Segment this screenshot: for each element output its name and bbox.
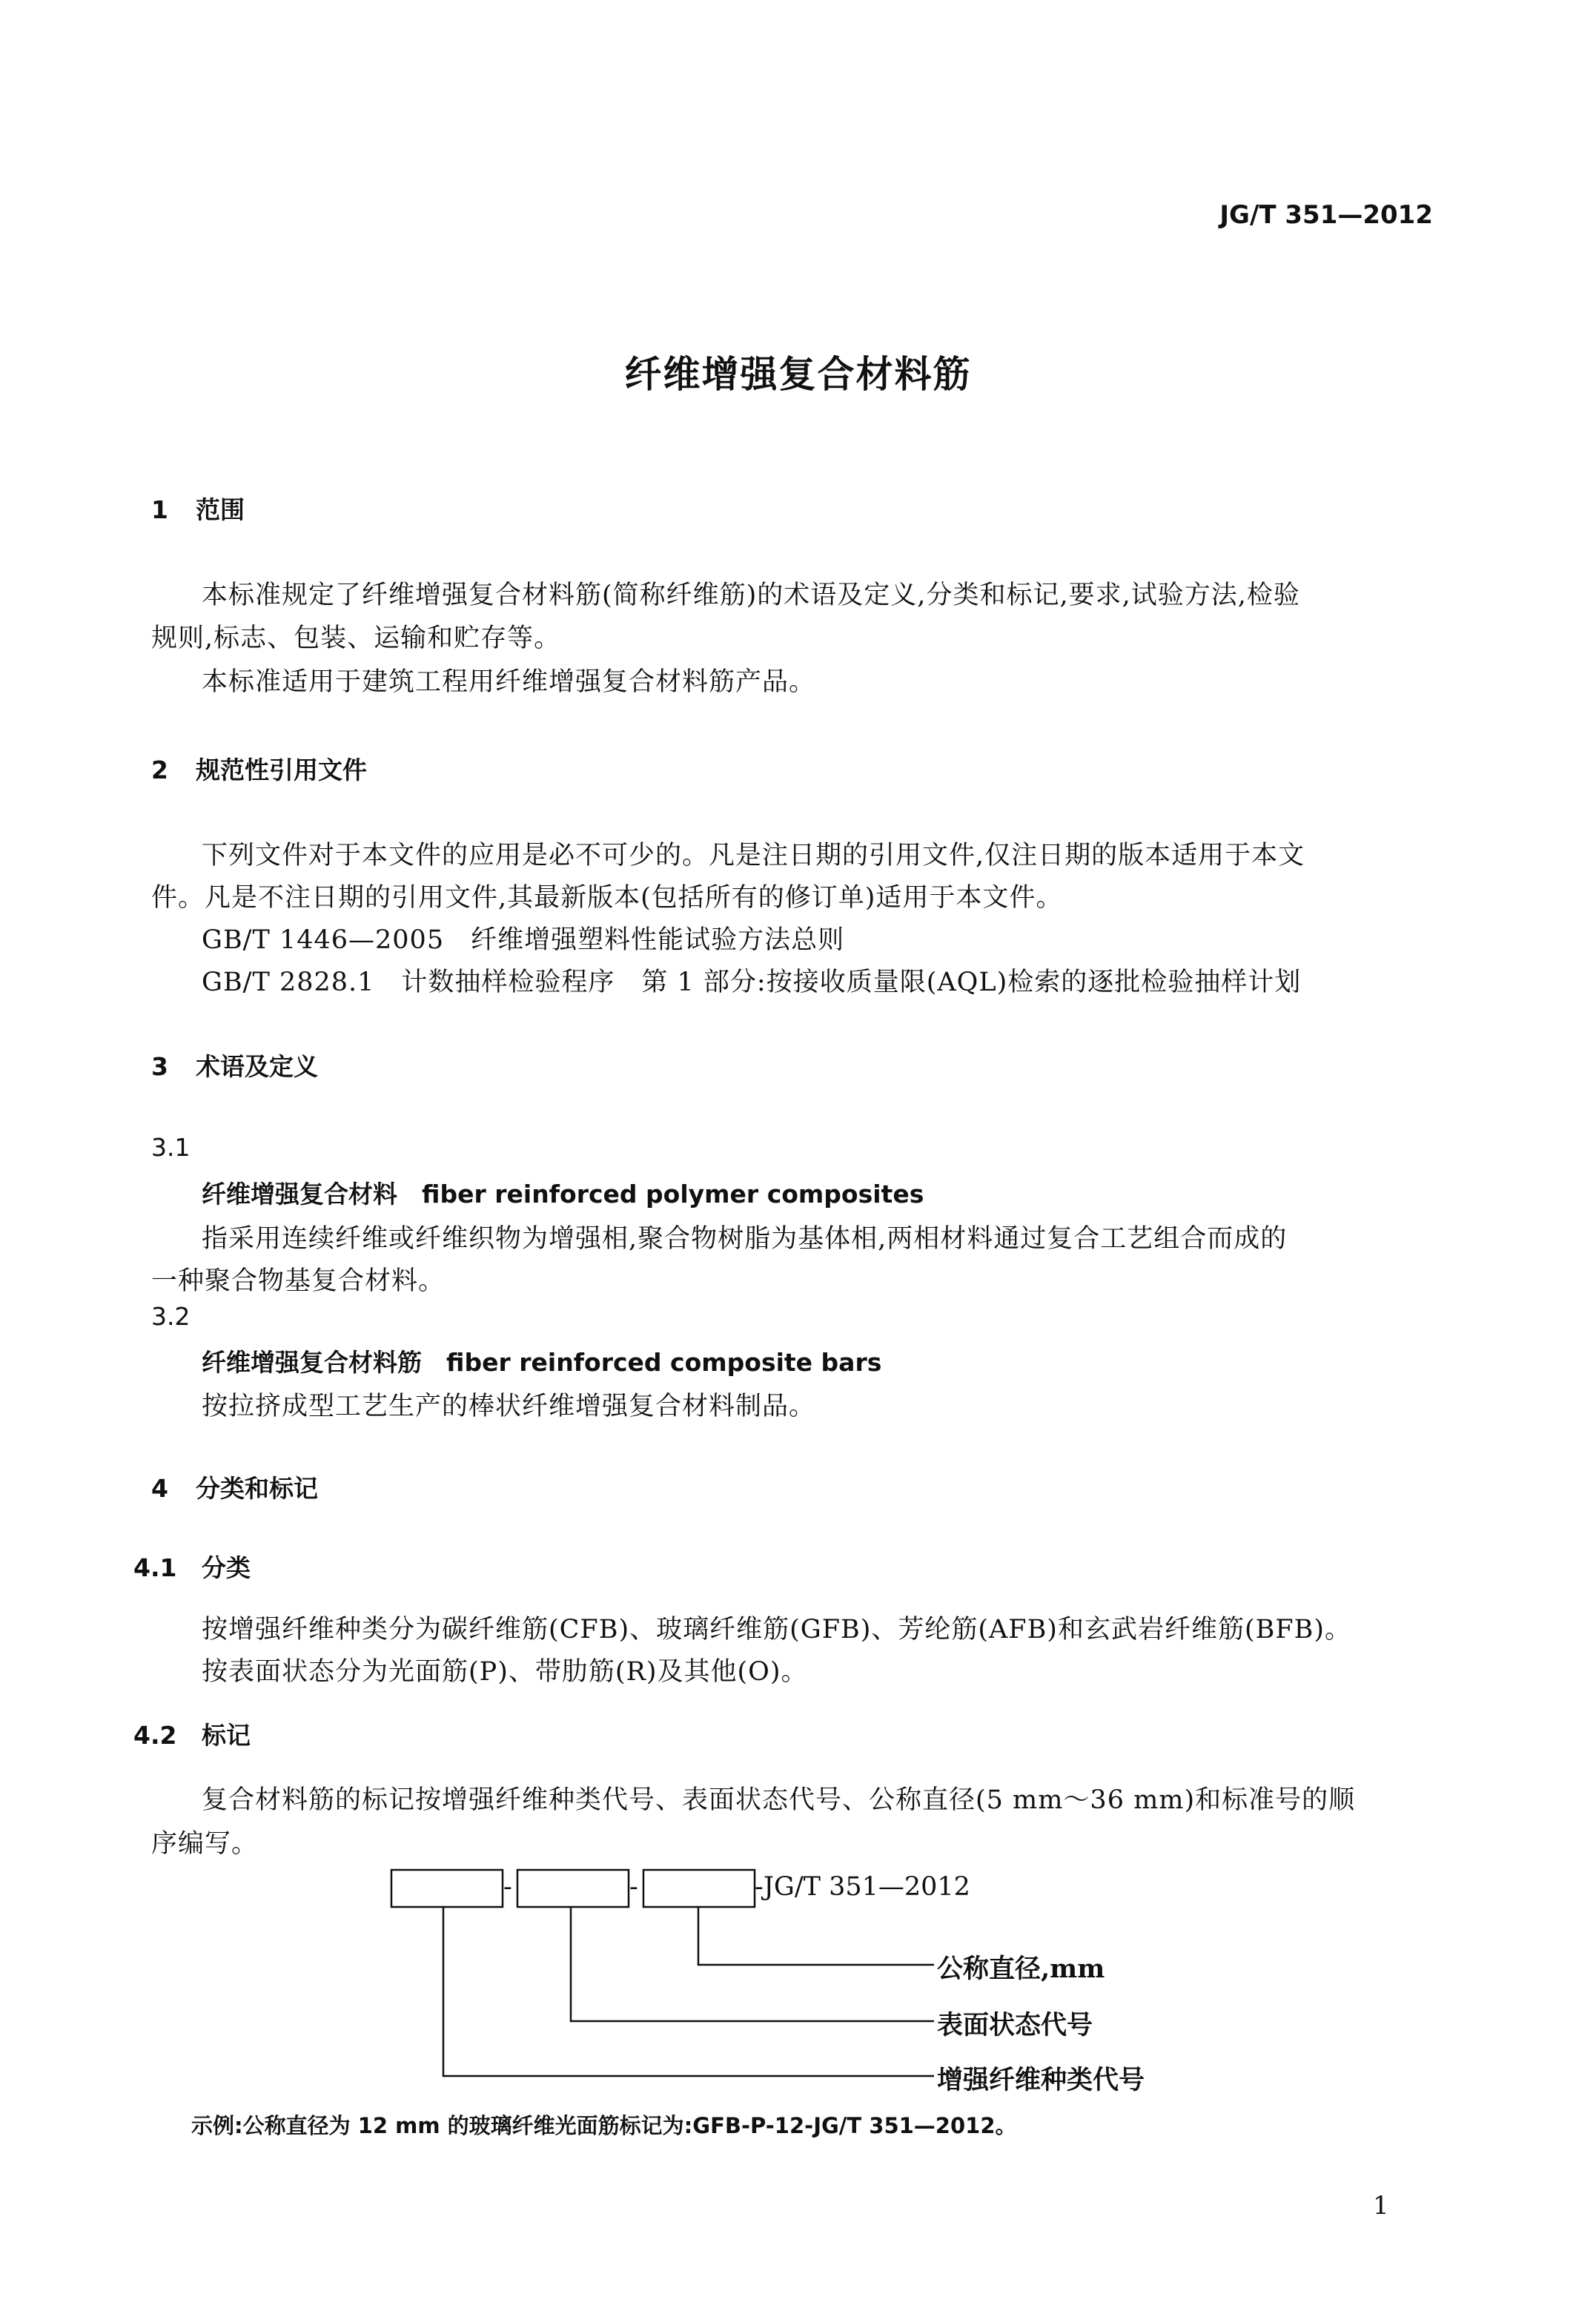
term-number: 3.1 [151,1133,191,1162]
surface-code-box [517,1870,629,1907]
label-nominal-diameter: 公称直径,mm [937,1954,1105,1984]
term-entry: 纤维增强复合材料筋 fiber reinforced composite bars [202,1348,882,1377]
paragraph-line: 本标准适用于建筑工程用纤维增强复合材料筋产品。 [202,667,816,697]
standard-suffix: -JG/T 351—2012 [755,1872,970,1902]
section-title: 范围 [196,495,245,524]
subsection-number: 4.1 [133,1553,177,1582]
section-title: 分类和标记 [196,1474,318,1503]
paragraph-line: 一种聚合物基复合材料。 [151,1266,446,1296]
standard-number: JG/T 351—2012 [1219,200,1433,230]
diameter-leader-line [698,1907,934,1965]
section-number: 3 [151,1052,168,1081]
paragraph-line: 复合材料筋的标记按增强纤维种类代号、表面状态代号、公称直径(5 mm～36 mm)和标准号的顺 [202,1785,1356,1815]
diameter-box [643,1870,755,1907]
paragraph-line: 指采用连续纤维或纤维织物为增强相,聚合物树脂为基体相,两相材料通过复合工艺组合而成的 [202,1224,1288,1254]
page-number: 1 [1373,2191,1389,2221]
section-number: 2 [151,756,168,784]
fiber-code-box [391,1870,503,1907]
subsection-number: 4.2 [133,1721,177,1750]
paragraph-line: 按表面状态分为光面筋(P)、带肋筋(R)及其他(O)。 [202,1657,808,1687]
paragraph-line: 下列文件对于本文件的应用是必不可少的。凡是注日期的引用文件,仅注日期的版本适用于本文 [202,841,1305,870]
section-title: 术语及定义 [196,1052,318,1081]
separator: - [629,1872,638,1902]
paragraph-line: 件。凡是不注日期的引用文件,其最新版本(包括所有的修订单)适用于本文件。 [151,883,1063,913]
paragraph-line: 本标准规定了纤维增强复合材料筋(简称纤维筋)的术语及定义,分类和标记,要求,试验方法,检验 [202,581,1300,610]
example-note: 示例:公称直径为 12 mm 的玻璃纤维光面筋标记为:GFB-P-12-JG/T 351—2012。 [191,2113,1017,2138]
section-title: 规范性引用文件 [196,756,367,784]
section-number: 1 [151,495,168,524]
normative-reference: GB/T 2828.1 计数抽样检验程序 第 1 部分:按接收质量限(AQL)检索的逐批检验抽样计划 [202,968,1302,997]
document-title: 纤维增强复合材料筋 [624,353,972,396]
subsection-title: 分类 [202,1553,251,1582]
term-number: 3.2 [151,1302,191,1331]
paragraph-line: 规则,标志、包装、运输和贮存等。 [151,624,561,653]
label-surface-code: 表面状态代号 [937,2010,1093,2040]
fiber-leader-line [443,1907,934,2076]
section-number: 4 [151,1474,168,1503]
subsection-title: 标记 [202,1721,251,1750]
paragraph-line: 序编写。 [151,1829,259,1859]
normative-reference: GB/T 1446—2005 纤维增强塑料性能试验方法总则 [202,925,845,955]
term-entry: 纤维增强复合材料 fiber reinforced polymer composites [202,1180,924,1209]
label-fiber-code: 增强纤维种类代号 [937,2065,1145,2095]
separator: - [503,1872,512,1902]
paragraph-line: 按拉挤成型工艺生产的棒状纤维增强复合材料制品。 [202,1392,816,1421]
paragraph-line: 按增强纤维种类分为碳纤维筋(CFB)、玻璃纤维筋(GFB)、芳纶筋(AFB)和玄武岩纤维筋(BFB)。 [202,1615,1351,1644]
